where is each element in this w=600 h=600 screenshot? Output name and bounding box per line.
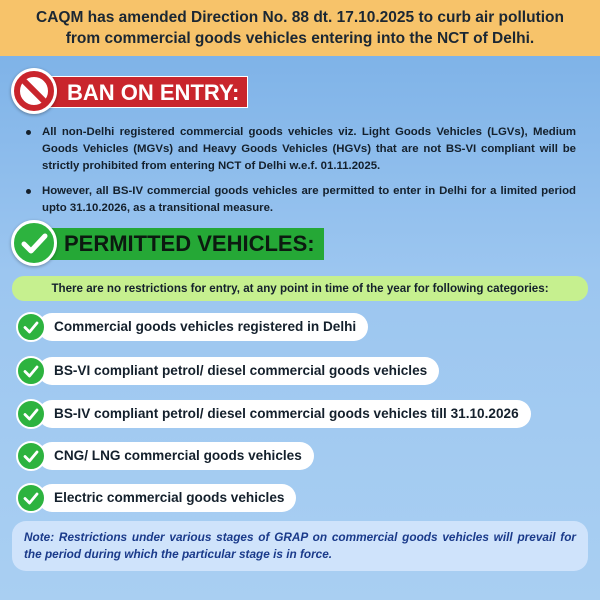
ban-on-entry-title: BAN ON ENTRY:	[36, 76, 248, 108]
permitted-item-label: Commercial goods vehicles registered in Delhi	[38, 313, 368, 341]
permitted-item-label: CNG/ LNG commercial goods vehicles	[38, 442, 314, 470]
header-line-1: CAQM has amended Direction No. 88 dt. 17.10.2025 to curb air pollution	[36, 9, 564, 26]
permitted-item-label: Electric commercial goods vehicles	[38, 484, 296, 512]
permitted-vehicles-title: PERMITTED VEHICLES:	[36, 228, 324, 260]
permitted-item	[16, 312, 368, 342]
no-restrictions-banner: There are no restrictions for entry, at any point in time of the year for following categories:	[12, 276, 588, 301]
check-icon	[16, 399, 46, 429]
check-icon	[16, 312, 46, 342]
check-icon	[16, 356, 46, 386]
permitted-item	[16, 483, 296, 513]
permitted-item	[16, 356, 439, 386]
check-icon	[11, 220, 57, 266]
ban-bullet-1: All non-Delhi registered commercial goods vehicles viz. Light Goods Vehicles (LGVs), Medium Goods Vehicles (MGVs) and Heavy Goods Vehicles (HGVs) that are not BS-VI compliant will be strictly prohibited from entering NCT of Delhi w.e.f. 01.11.2025.	[24, 124, 576, 175]
ban-bullet-list	[24, 124, 576, 225]
ban-bullet-2: However, all BS-IV commercial goods vehicles are permitted to enter in Delhi for a limited period upto 31.10.2026, as a transitional measure.	[24, 183, 576, 217]
permitted-item	[16, 441, 314, 471]
permitted-item-label: BS-VI compliant petrol/ diesel commercial goods vehicles	[38, 357, 439, 385]
permitted-item-label: BS-IV compliant petrol/ diesel commercial goods vehicles till 31.10.2026	[38, 400, 531, 428]
check-icon	[16, 441, 46, 471]
permitted-item	[16, 399, 531, 429]
header-banner	[0, 0, 600, 56]
check-icon	[16, 483, 46, 513]
no-entry-icon	[11, 68, 57, 114]
grap-note: Note: Restrictions under various stages of GRAP on commercial goods vehicles will prevail for the period during which the particular stage is in force.	[12, 521, 588, 571]
header-line-2: from commercial goods vehicles entering into the NCT of Delhi.	[65, 30, 535, 47]
